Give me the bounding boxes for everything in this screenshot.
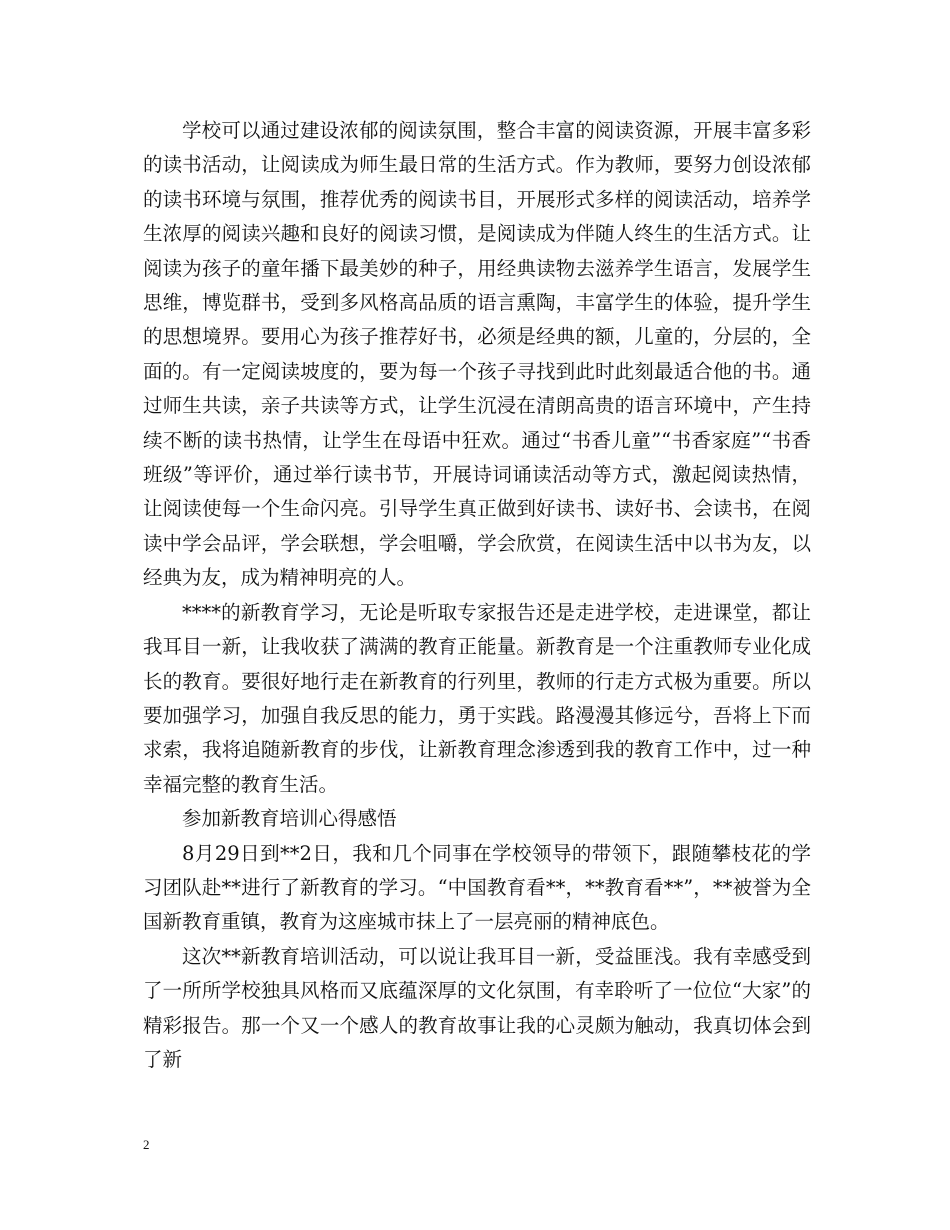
section-heading: 参加新教育培训心得感悟 [182, 807, 397, 831]
paragraph-new-education-study: ****的新教育学习，无论是听取专家报告还是走进学校，走进课堂，都让我耳目一新，让我收获了满满的教育正能量。新教育是一个注重教师专业化成长的教育。要很好地行走在新教育的行列里，教师的行走方式极为重要。所以要加强学习，加强自我反思的能力，勇于实践。路漫漫其修远兮，吾将上下而求索，我将追随新教育的步伐，让新教育理念渗透到我的教育工作中，过一种幸福完整的教育生活。 [143, 600, 811, 796]
paragraph-training-reflection: 这次**新教育培训活动，可以说让我耳目一新，受益匪浅。我有幸感受到了一所所学校独具风格而又底蕴深厚的文化氛围，有幸聆听了一位位“大家”的精彩报告。那一个又一个感人的教育故事让我的心灵颇为触动，我真切体会到了新 [143, 944, 811, 1071]
document-body [143, 114, 811, 1077]
page-number: 2 [143, 1137, 150, 1152]
paragraph-trip-description: 8月29日到**2日，我和几个同事在学校领导的带领下，跟随攀枝花的学习团队赴**进行了新教育的学习。“中国教育看**，**教育看**”，**被誉为全国新教育重镇，教育为这座城市抹上了一层亮丽的精神底色。 [143, 841, 811, 934]
paragraph-reading-environment: 学校可以通过建设浓郁的阅读氛围，整合丰富的阅读资源，开展丰富多彩的读书活动，让阅读成为师生最日常的生活方式。作为教师，要努力创设浓郁的读书环境与氛围，推荐优秀的阅读书目，开展形式多样的阅读活动，培养学生浓厚的阅读兴趣和良好的阅读习惯，是阅读成为伴随人终生的生活方式。让阅读为孩子的童年播下最美妙的种子，用经典读物去滋养学生语言，发展学生思维，博览群书，受到多风格高品质的语言熏陶，丰富学生的体验，提升学生的思想境界。要用心为孩子推荐好书，必须是经典的额，儿童的，分层的，全面的。有一定阅读坡度的，要为每一个孩子寻找到此时此刻最适合他的书。通过师生共读，亲子共读等方式，让学生沉浸在清朗高贵的语言环境中，产生持续不断的读书热情，让学生在母语中狂欢。通过“书香儿童”“书香家庭”“书香班级”等评价，通过举行读书节，开展诗词诵读活动等方式，激起阅读热情，让阅读使每一个生命闪亮。引导学生真正做到好读书、读好书、会读书，在阅读中学会品评，学会联想，学会咀嚼，学会欣赏，在阅读生活中以书为友，以经典为友，成为精神明亮的人。 [143, 119, 811, 590]
